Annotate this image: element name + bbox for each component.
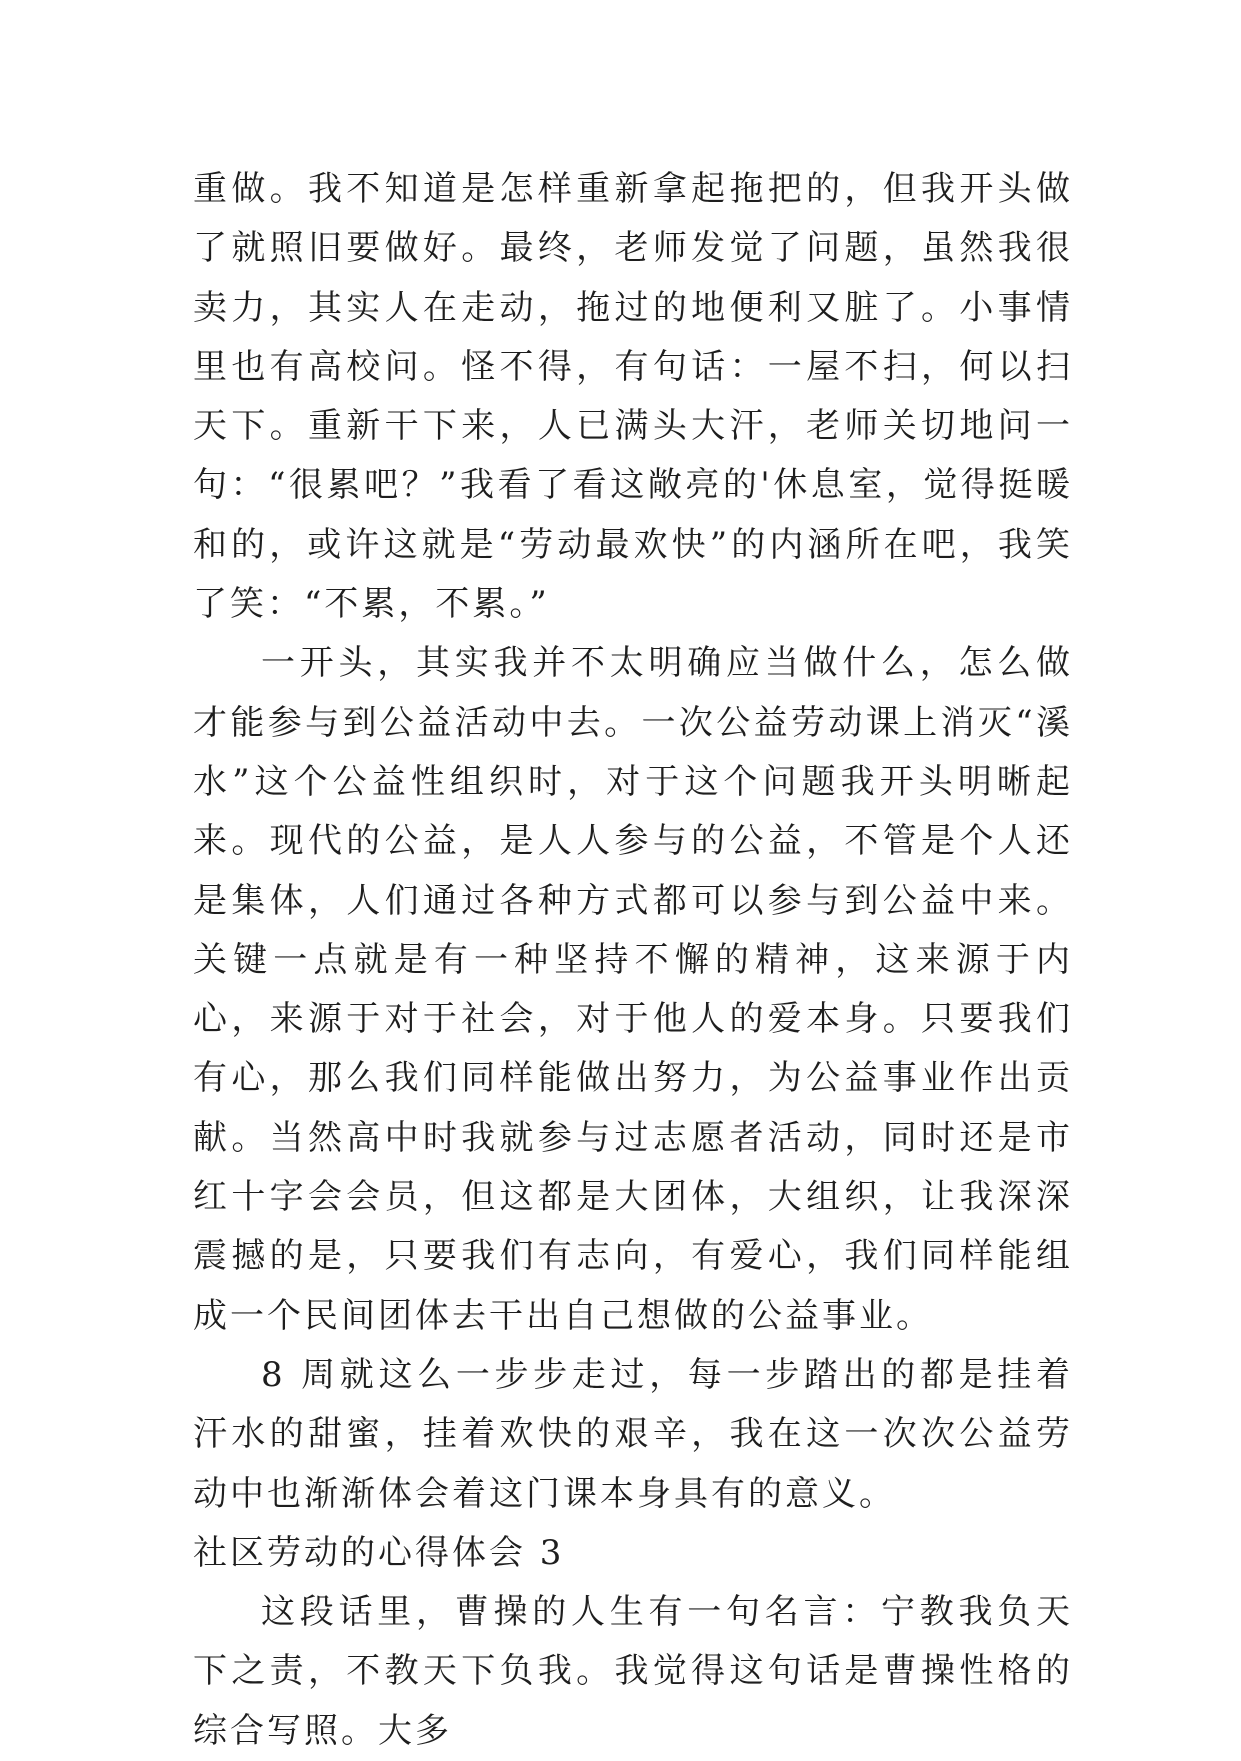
paragraph-cao-cao: 这段话里，曹操的人生有一句名言：宁教我负天下之责，不教天下负我。我觉得这句话是曹操性格的综合写照。大多	[193, 1592, 1073, 1751]
paragraph-eight-weeks: 8 周就这么一步步走过，每一步踏出的都是挂着汗水的甜蜜，挂着欢快的艰辛，我在这一次次公益劳动中也渐渐体会着这门课本身具有的意义。	[193, 1354, 1073, 1514]
document-body	[193, 160, 1073, 1761]
paragraph-continuation: 重做。我不知道是怎样重新拿起拖把的，但我开头做了就照旧要做好。最终，老师发觉了问题，虽然我很卖力，其实人在走动，拖过的地便利又脏了。小事情里也有高校问。怪不得，有句话：一屋不扫，何以扫天下。重新干下来，人已满头大汗，老师关切地问一句：“很累吧？”我看了看这敞亮的'休息室，觉得挺暖和的，或许这就是“劳动最欢快”的内涵所在吧，我笑了笑：“不累，不累。”	[193, 169, 1073, 625]
paragraph-public-welfare: 一开头，其实我并不太明确应当做什么，怎么做才能参与到公益活动中去。一次公益劳动课上消灭“溪水”这个公益性组织时，对于这个问题我开头明晰起来。现代的公益，是人人参与的公益，不管是个人还是集体，人们通过各种方式都可以参与到公益中来。关键一点就是有一种坚持不懈的精神，这来源于内心，来源于对于社会，对于他人的爱本身。只要我们有心，那么我们同样能做出努力，为公益事业作出贡献。当然高中时我就参与过志愿者活动，同时还是市红十字会会员，但这都是大团体，大组织，让我深深震撼的是，只要我们有志向，有爱心，我们同样能组成一个民间团体去干出自己想做的公益事业。	[193, 643, 1073, 1336]
section-heading: 社区劳动的心得体会 3	[193, 1532, 565, 1573]
